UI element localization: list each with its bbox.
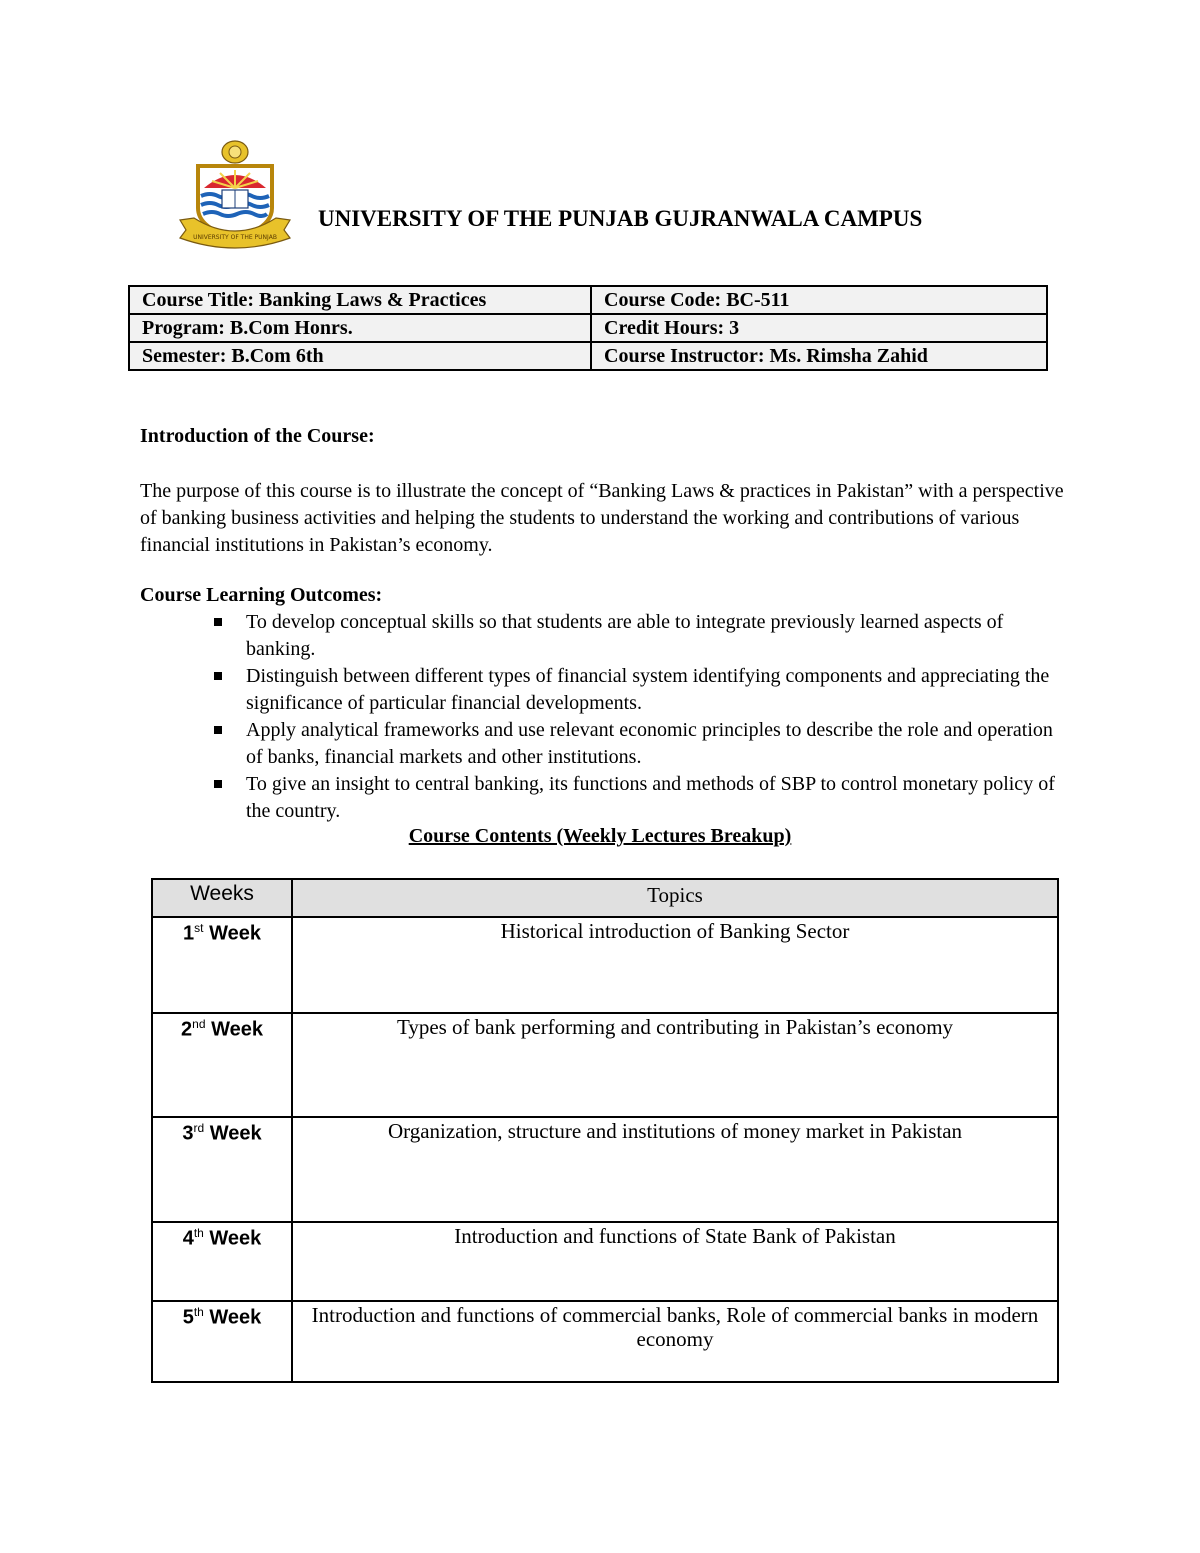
outcomes-list [212, 609, 1072, 825]
topic-cell: Historical introduction of Banking Sector [292, 917, 1058, 1013]
topic-cell: Introduction and functions of commercial banks, Role of commercial banks in modern economy [292, 1301, 1058, 1382]
table-row [152, 1222, 1058, 1301]
table-header-row [152, 879, 1058, 917]
weeks-header-text: Weeks [190, 882, 254, 905]
weeks-column-header [152, 879, 292, 917]
topics-column-header [292, 879, 1058, 917]
week-cell: 4th Week [152, 1222, 292, 1301]
outcome-text: To develop conceptual skills so that students are able to integrate previously learned aspects of banking. [246, 611, 1004, 660]
course-code-cell: Course Code: BC-511 [591, 286, 1047, 314]
week-cell: 5th Week [152, 1301, 292, 1382]
list-item [212, 717, 1072, 771]
square-bullet-icon [214, 726, 222, 734]
list-item [212, 663, 1072, 717]
course-title-cell: Course Title: Banking Laws & Practices [129, 286, 591, 314]
list-item [212, 609, 1072, 663]
outcome-text: Apply analytical frameworks and use relevant economic principles to describe the role and operation of banks, financial markets and other institutions. [246, 719, 1053, 768]
outcome-text: Distinguish between different types of financial system identifying components and appreciating the significance of particular financial developments. [246, 665, 1050, 714]
table-row [152, 1301, 1058, 1382]
topic-cell: Introduction and functions of State Bank of Pakistan [292, 1222, 1058, 1301]
square-bullet-icon [214, 780, 222, 788]
intro-paragraph: The purpose of this course is to illustrate the concept of “Banking Laws & practices in Pakistan” with a perspective of banking business activities and helping the students to understand the working and contributions of various financial institutions in Pakistan’s economy. [140, 480, 1064, 556]
table-row [152, 1013, 1058, 1117]
info-row [129, 342, 1047, 370]
table-row [152, 917, 1058, 1013]
week-cell: 3rd Week [152, 1117, 292, 1222]
weekly-lectures-table [151, 878, 1059, 1383]
week-cell: 2nd Week [152, 1013, 292, 1117]
topics-header-text: Topics [647, 883, 703, 907]
info-row [129, 286, 1047, 314]
semester-cell: Semester: B.Com 6th [129, 342, 591, 370]
week-cell: 1st Week [152, 917, 292, 1013]
topic-cell: Types of bank performing and contributing in Pakistan’s economy [292, 1013, 1058, 1117]
info-row [129, 314, 1047, 342]
university-logo [172, 138, 298, 250]
square-bullet-icon [214, 672, 222, 680]
square-bullet-icon [214, 618, 222, 626]
credit-hours-cell: Credit Hours: 3 [591, 314, 1047, 342]
program-cell: Program: B.Com Honrs. [129, 314, 591, 342]
university-title: UNIVERSITY OF THE PUNJAB GUJRANWALA CAMPUS [318, 206, 923, 231]
instructor-cell: Course Instructor: Ms. Rimsha Zahid [591, 342, 1047, 370]
topic-cell: Organization, structure and institutions of money market in Pakistan [292, 1117, 1058, 1222]
course-info-table [128, 285, 1048, 371]
logo-ribbon-text: UNIVERSITY OF THE PUNJAB [193, 234, 277, 241]
intro-heading: Introduction of the Course: [140, 425, 375, 447]
list-item [212, 771, 1072, 825]
course-contents-title: Course Contents (Weekly Lectures Breakup) [408, 825, 792, 847]
outcome-text: To give an insight to central banking, its functions and methods of SBP to control monetary policy of the country. [246, 773, 1055, 822]
outcomes-heading: Course Learning Outcomes: [140, 584, 383, 606]
table-row [152, 1117, 1058, 1222]
